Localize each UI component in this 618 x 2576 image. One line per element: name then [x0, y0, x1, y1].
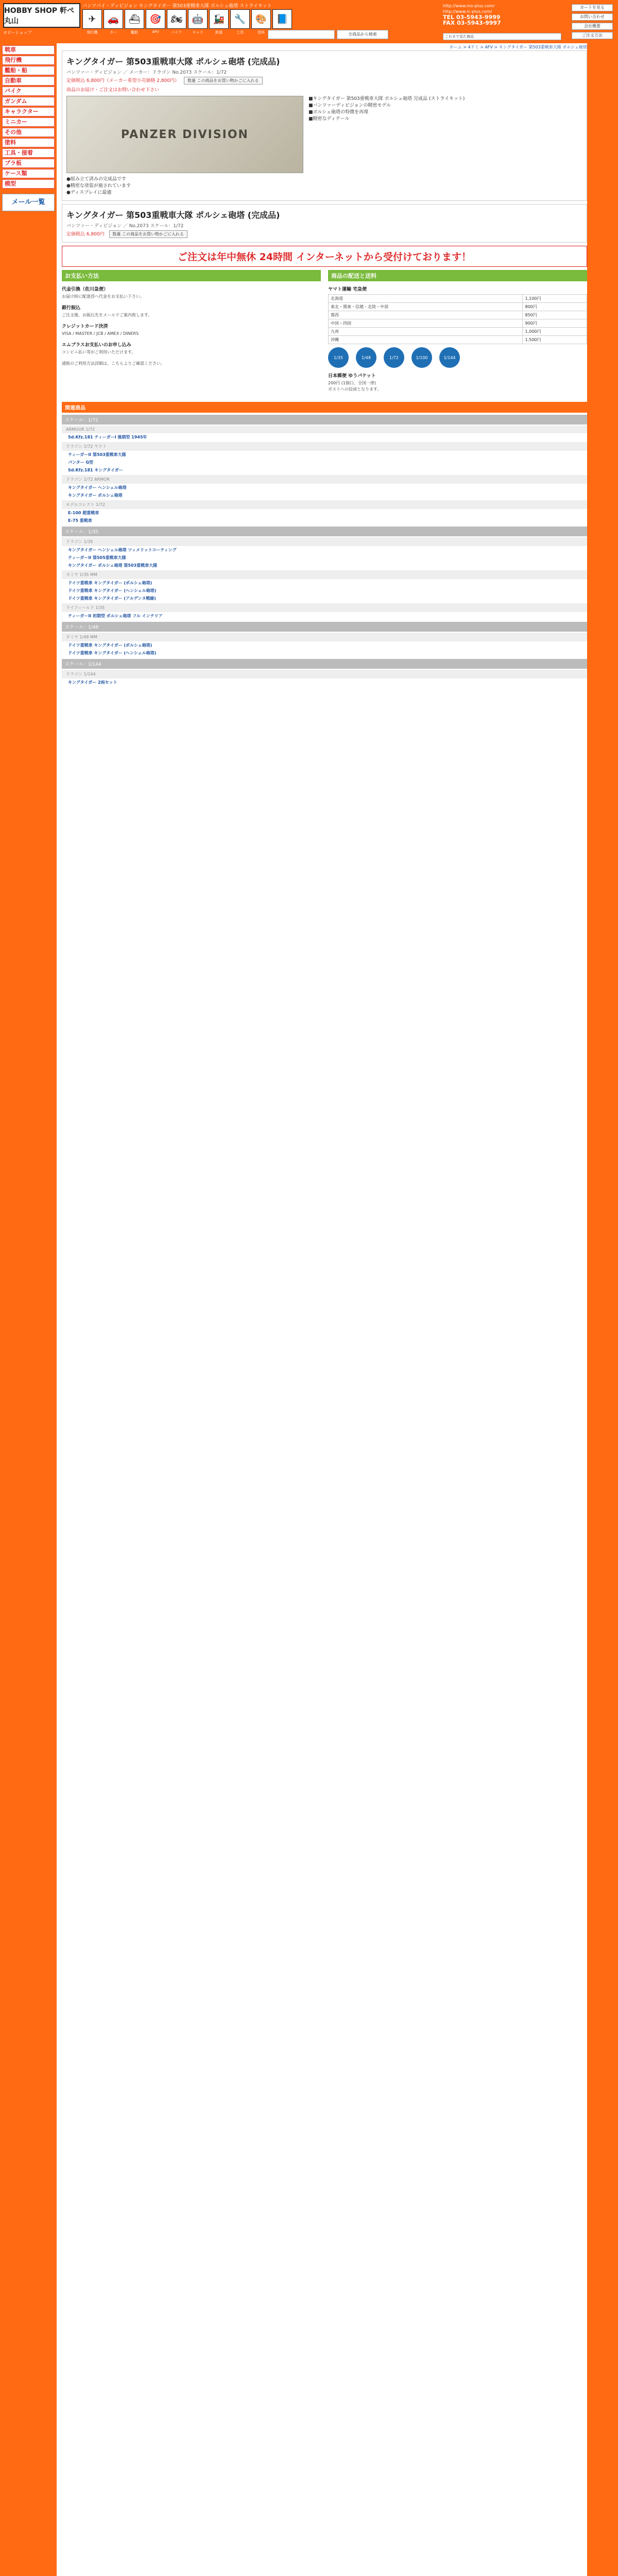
main-content	[62, 44, 587, 686]
related-link[interactable]: ティーガーII 第505重戦車大隊	[68, 555, 126, 560]
nav-label-4[interactable]: バイク	[171, 30, 182, 35]
add-to-cart-button[interactable]: 数量 この商品をお買い物かごに入れる	[184, 77, 263, 84]
company-button[interactable]: 会社概要	[572, 23, 613, 30]
category-nav-labels	[82, 30, 292, 35]
desc-line: ■バンツァーディビジョンの精密モデル	[308, 103, 391, 108]
shipping-head: 商品の配送と送料	[328, 270, 587, 281]
nav-label-5[interactable]: キャラ	[192, 30, 203, 35]
shipping-region: 関西	[329, 311, 523, 319]
order-method-button[interactable]: ご注文方法	[572, 32, 613, 39]
desc-line: ■精密なディテール	[308, 116, 350, 122]
sidebar	[0, 44, 57, 216]
shipping-row	[329, 319, 587, 328]
related-subcategory: タミヤ 1/35 MM	[62, 570, 587, 579]
product-maker: パンツァー・ディビジョン ／ メーカー：ドラゴン No.2073 スケール：1/72	[66, 70, 227, 75]
related-link[interactable]: ティーガーII 初期型 ポルシェ砲塔 フル インテリア	[68, 614, 163, 618]
recently-viewed-field[interactable]: これまで見た商品	[443, 33, 561, 40]
product-image[interactable]: PANZER DIVISION	[66, 96, 303, 173]
category-nav	[82, 9, 292, 29]
related-subcategory: ドラゴン 1/35	[62, 537, 587, 546]
nav-label-2[interactable]: 艦船	[131, 30, 138, 35]
related-link[interactable]: キングタイガー ヘンシェル砲塔	[68, 485, 127, 490]
payment-title: 代金引換（佐川急便）	[62, 287, 109, 292]
nav-label-7[interactable]: 工具	[236, 30, 244, 35]
related-head: 関連商品	[62, 402, 587, 413]
shipping-fee: 850円	[523, 311, 587, 319]
product-title-2: キングタイガー 第503重戦車大隊 ポルシェ砲塔 (完成品)	[66, 210, 280, 220]
nav-icon-8[interactable]: 🎨	[251, 9, 271, 29]
tel-number: TEL 03-5943-9999	[443, 14, 501, 21]
nav-label-1[interactable]: カー	[110, 30, 117, 35]
shipping-row	[329, 295, 587, 303]
sidebar-item-10[interactable]: 工具・接着	[2, 148, 55, 158]
related-link[interactable]: Sd.Kfz.181 キングタイガー	[68, 468, 123, 472]
shipping-fee: 900円	[523, 319, 587, 328]
shipping-table	[328, 294, 587, 344]
related-list	[62, 415, 587, 686]
sidebar-item-11[interactable]: ブラ板	[2, 159, 55, 168]
shipping-row	[329, 303, 587, 311]
product-description	[308, 96, 582, 173]
bullet-line: ●ディスプレイに最適	[66, 190, 112, 195]
site-url-1[interactable]: http://www.mo-plus.com/	[443, 4, 495, 8]
sidebar-mail-list[interactable]: メール一覧	[2, 194, 55, 211]
shipping-sub: ヤマト運輸 宅急便	[328, 287, 367, 292]
search-button[interactable]: 全商品から検索	[337, 30, 388, 39]
bullet-line: ●組み立て済みの完成品です	[66, 177, 126, 182]
sidebar-item-5[interactable]: ガンダム	[2, 97, 55, 106]
related-subcategory: ライフィールド 1/35	[62, 603, 587, 612]
site-header	[0, 0, 618, 43]
sidebar-item-7[interactable]: ミニカー	[2, 117, 55, 127]
left-orange-stripe	[0, 0, 57, 2576]
product-bullets	[66, 176, 582, 196]
payment-text: コンビニ払い等がご利用いただけます。	[62, 350, 136, 354]
related-category: スケール：1/144	[62, 659, 587, 669]
related-subcategory: タミヤ 1/48 MM	[62, 633, 587, 641]
info-columns	[62, 270, 587, 393]
related-link[interactable]: ドイツ重戦車 キングタイガー (ポルシェ砲塔)	[68, 643, 152, 648]
related-link[interactable]: キングタイガー ヘンシェル砲塔 ツィメリットコーティング	[68, 548, 177, 552]
nav-label-8[interactable]: 塗料	[258, 30, 265, 35]
shipping-region: 東北・関東・信越・北陸・中部	[329, 303, 523, 311]
add-to-cart-button-2[interactable]: 数量 この商品をお買い物かごに入れる	[109, 230, 188, 238]
nav-icon-2[interactable]: ⛴	[125, 9, 144, 29]
nav-icon-6[interactable]: 🚂	[209, 9, 229, 29]
product-box-2	[62, 204, 587, 243]
site-url-2[interactable]: http://www.rc-plus.com/	[443, 9, 492, 14]
shipping-sub-2-price: 200円 (1個口、全国一律)	[328, 381, 376, 385]
shipping-region: 沖縄	[329, 336, 523, 344]
page-header-title: バンツパイ・ディビジョン キングタイガー 第503重戦車大隊 ポルシェ砲塔 ストライキット	[82, 4, 272, 9]
related-subcategory: ドラゴン 1/144	[62, 670, 587, 679]
shipping-fee: 1,500円	[523, 336, 587, 344]
view-cart-button[interactable]: カートを見る	[572, 4, 613, 11]
related-category: スケール：1/72	[62, 415, 587, 425]
related-subcategory: ARMOUR 1/72	[62, 426, 587, 433]
nav-icon-4[interactable]: 🏍	[167, 9, 186, 29]
related-subcategory: ドラゴン 1/72 ARMOR	[62, 475, 587, 484]
related-link[interactable]: キングタイガー ポルシェ砲塔 第503重戦車大隊	[68, 563, 158, 568]
product-price	[66, 77, 582, 84]
nav-icon-0[interactable]: ✈	[82, 9, 102, 29]
scale-circle: 1/144	[439, 347, 460, 368]
bullet-line: ●精密な塗装が施されています	[66, 183, 131, 189]
related-link[interactable]: ドイツ重戦車 キングタイガー (ポルシェ砲塔)	[68, 581, 152, 585]
shipping-fee: 1,000円	[523, 328, 587, 336]
scale-circles	[328, 347, 587, 368]
related-link[interactable]: ドイツ重戦車 キングタイガー (アルデンヌ戦線)	[68, 596, 156, 601]
nav-icon-5[interactable]: 🤖	[188, 9, 208, 29]
payment-text: ご注文後、お振込先をメールでご案内致します。	[62, 313, 152, 317]
shipping-region: 九州	[329, 328, 523, 336]
contact-button[interactable]: お問い合わせ	[572, 13, 613, 21]
payment-title: クレジットカード決済	[62, 324, 108, 329]
shipping-region: 中国・四国	[329, 319, 523, 328]
nav-icon-1[interactable]: 🚗	[104, 9, 123, 29]
shipping-row	[329, 311, 587, 319]
related-link[interactable]: E-75 重戦車	[68, 518, 92, 523]
payment-text: VISA / MASTER / JCB / AMEX / DINERS	[62, 331, 139, 336]
sidebar-item-4[interactable]: バイク	[2, 87, 55, 96]
sidebar-item-2[interactable]: 艦船・船	[2, 66, 55, 75]
sidebar-item-9[interactable]: 塗料	[2, 138, 55, 147]
product-price-2	[66, 230, 582, 238]
sale-note: 商品のお届け・ご注文はお問い合わせ下さい	[66, 88, 160, 93]
breadcrumb[interactable]: ホーム > 4ドミ > AFV > キングタイガー 第503重戦車大隊 ポルシェ砲塔	[449, 45, 587, 49]
payment-column	[62, 270, 321, 393]
sidebar-item-12[interactable]: ケース類	[2, 169, 55, 178]
sidebar-item-3[interactable]: 自動車	[2, 76, 55, 86]
nav-label-0[interactable]: 飛行機	[87, 30, 98, 35]
nav-icon-3[interactable]: 🎯	[146, 9, 165, 29]
shipping-region: 北海道	[329, 295, 523, 303]
product-title: キングタイガー 第503重戦車大隊 ポルシェ砲塔 (完成品)	[66, 57, 280, 66]
shipping-fee: 800円	[523, 303, 587, 311]
shipping-sub-2: 日本郵便 ゆうパケット	[328, 374, 376, 379]
sidebar-item-0[interactable]: 戦車	[2, 45, 55, 55]
nav-label-6[interactable]: 鉄道	[215, 30, 222, 35]
shipping-row	[329, 328, 587, 336]
header-buttons	[572, 4, 613, 39]
sidebar-item-8[interactable]: その他	[2, 128, 55, 137]
related-link[interactable]: ドイツ重戦車 キングタイガー (ヘンシェル砲塔)	[68, 588, 157, 593]
logo-sub: ホビーショップ	[3, 30, 32, 35]
related-link[interactable]: パンター G型	[68, 460, 94, 465]
payment-note[interactable]: 通販のご利用方法詳細は、こちらよりご確認ください。	[62, 361, 165, 366]
sidebar-item-6[interactable]: キャラクター	[2, 107, 55, 116]
related-link[interactable]: Sd.Kfz.181 ティーガーI 後期型 1945年	[68, 435, 147, 439]
fax-number: FAX 03-5943-9997	[443, 20, 501, 26]
shipping-row	[329, 336, 587, 344]
shipping-column	[328, 270, 587, 393]
payment-title: エムブラスお支払いのお申し込み	[62, 343, 131, 348]
sidebar-item-13[interactable]: 模型	[2, 179, 55, 189]
product-maker-2: パンツァー・ディビジョン ／ No.2073 スケール：1/72	[66, 224, 184, 229]
price-text: 定価税込 6,800円（メーカー希望小売価格 2,800円）	[66, 78, 180, 83]
related-link[interactable]: ドイツ重戦車 キングタイガー (ヘンシェル砲塔)	[68, 651, 157, 655]
scale-circle: 1/100	[411, 347, 432, 368]
logo-mark[interactable]: HOBBY SHOP 軒ぺ丸山	[3, 3, 80, 28]
related-subcategory: モデルコレクト 1/72	[62, 500, 587, 509]
order-banner: ご注文は年中無休 24時間 インターネットから受付けております！	[62, 246, 587, 267]
payment-text: お届け時に配達員へ代金をお支払い下さい。	[62, 294, 144, 299]
shipping-sub-2-text: ポストへの投函となります。	[328, 387, 382, 392]
nav-icon-9[interactable]: 📘	[272, 9, 292, 29]
site-logo[interactable]	[3, 3, 80, 37]
shipping-fee: 1,100円	[523, 295, 587, 303]
related-category: スケール：1/48	[62, 622, 587, 632]
related-link[interactable]: キングタイガー ポルシェ砲塔	[68, 493, 123, 498]
desc-line: ■キングタイガー 第503重戦車大隊 ポルシェ砲塔 完成品 (ストライキット)	[308, 96, 465, 101]
search-input[interactable]	[268, 30, 335, 39]
nav-label-3[interactable]: AFV	[152, 30, 159, 34]
scale-circle: 1/72	[384, 347, 404, 368]
right-orange-stripe	[587, 0, 618, 2576]
related-subcategory: ドラゴン 1/72 ヤクト	[62, 442, 587, 451]
related-link[interactable]: E-100 超重戦車	[68, 511, 99, 515]
payment-head: お支払い方法	[62, 270, 321, 281]
scale-circle: 1/35	[328, 347, 349, 368]
related-category: スケール：1/35	[62, 527, 587, 536]
desc-line: ■ポルシェ砲塔の特徴を再現	[308, 110, 369, 115]
nav-icon-7[interactable]: 🔧	[230, 9, 250, 29]
header-contact	[443, 3, 501, 26]
scale-circle: 1/48	[356, 347, 376, 368]
payment-title: 銀行振込	[62, 306, 81, 311]
product-box	[62, 50, 587, 201]
related-link[interactable]: ティーガーII 第503重戦車大隊	[68, 452, 126, 457]
related-link[interactable]: キングタイガー 2両セット	[68, 680, 117, 685]
price-text-2: 定価税込 6,800円	[66, 232, 105, 237]
sidebar-item-1[interactable]: 飛行機	[2, 56, 55, 65]
